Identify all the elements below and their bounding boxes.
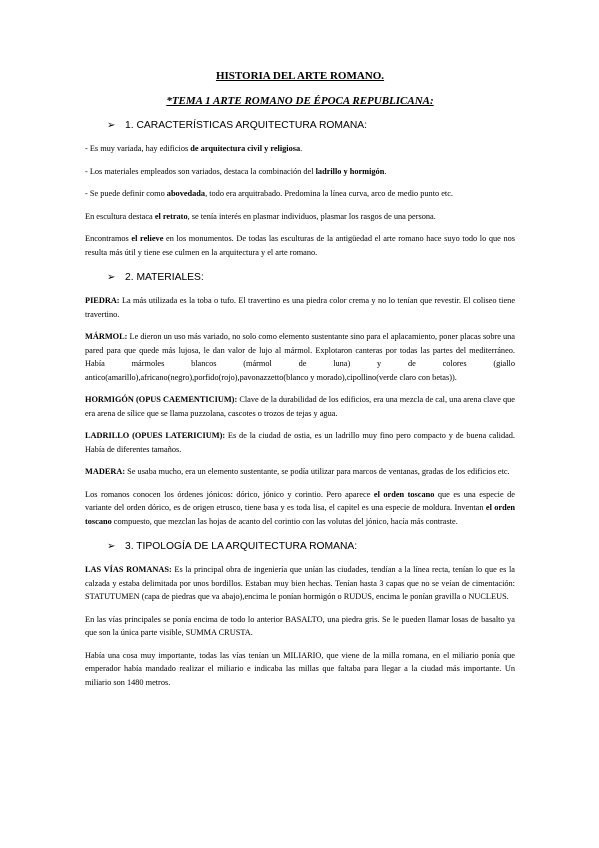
text-run: en los monumentos. De todas las esculturas de la antigüedad el arte romano hace suyo todo lo que nos resulta más útil y tiene ese culmen en la arquitectura y el arte romano. [85,234,516,257]
text-run: . [384,166,387,176]
bold-term: LADRILLO (OPUES LATERICIUM): [85,431,226,440]
section-heading-text: 1. CARACTERÍSTICAS ARQUITECTURA ROMANA: [125,120,368,131]
text-run: que es una especie de variante del orden dórico, es de origen etrusco, tiene basa y es toda lisa, el capitel es una especie de moldura. Inventan [85,489,515,512]
section-heading [85,541,515,552]
arrow-bullet-icon: ➢ [107,272,116,283]
body-paragraph [85,210,515,224]
body-paragraph [85,294,515,321]
body-paragraph [85,330,515,384]
bold-term: PIEDRA: [85,296,120,305]
text-run: , se tenía interés en plasmar individuos, plasmar los rasgos de una persona. [187,211,436,221]
body-paragraph [85,393,515,420]
text-run: En las vías principales se ponía encima de todo lo anterior BASALTO, una piedra gris. Se le pueden llamar losas de basalto ya que son la única parte visible, SUMMA CRUSTA. [85,614,515,637]
text-run: compuesto, que mezclan las hojas de acanto del corintio con las volutas del jónico, hacía más contraste. [111,516,458,526]
document-body [85,120,515,689]
text-run: - Los materiales empleados son variados, destaca la combinación del [85,166,316,176]
section-heading-text: 3. TIPOLOGÍA DE LA ARQUITECTURA ROMANA: [125,541,358,552]
bold-term: MÁRMOL: [85,332,128,341]
text-run: Clave de la durabilidad de los edificios, era una mezcla de cal, una arena clave que era arena de sílice que se llama puzzolana, cascotes o trozos de tejas y agua. [85,395,515,418]
bold-term: de arquitectura civil y religiosa [190,144,301,153]
document-title: HISTORIA DEL ARTE ROMANO. [215,70,385,82]
text-run: . [300,144,303,153]
bold-term: el relieve [131,234,164,243]
arrow-bullet-icon: ➢ [107,120,116,131]
text-run: Había una cosa muy importante, todas las vías tenían un MILIARIO, que viene de la milla romana, en el miliario ponía que emperador había mandado realizar el miliario e indicaba las millas que faltaba para llegar a la ciudad más importante. Un miliario son 1480 metros. [85,650,515,687]
body-paragraph [85,142,515,156]
bold-term: ladrillo y hormigón [315,166,385,176]
body-paragraph [85,488,515,529]
bold-term: el orden toscano [373,489,435,499]
body-paragraph [85,187,515,201]
text-run: Los romanos conocen los órdenes jónicos: dórico, jónico y corintio. Pero aparece [85,489,374,499]
document-subtitle: *TEMA 1 ARTE ROMANO DE ÉPOCA REPUBLICANA: [166,95,434,107]
body-paragraph [85,232,515,259]
section-heading [85,272,515,283]
body-paragraph [85,465,515,479]
body-paragraph [85,563,515,604]
bold-term: el orden toscano [85,503,515,526]
text-run: La más utilizada es la toba o tufo. El travertino es una piedra color crema y no lo tenían que revestir. El coliseo tiene travertino. [85,296,515,319]
text-run: En escultura destaca [85,211,155,221]
body-paragraph [85,649,515,690]
text-run: - Se puede definir como [85,189,167,198]
text-run: - Es muy variada, hay edificios [85,144,191,153]
document-page [85,70,515,689]
text-run: Le dieron un uso más variado, no solo como elemento sustentante sino para el aplacamiento, poner placas sobre una pared para que quede más lujosa, le dan valor de lujo al mármol. Explotaron canteras por todas las partes del mediterráneo. Había mármoles blancos (mármol de luna) y de colores (giallo antico(amarillo),africano(negro),porfido(rojo),pavonazzetto(blanco y morado),cipollino(verde claro con betas)). [85,332,515,382]
body-paragraph [85,613,515,640]
section-heading [85,120,515,131]
bold-term: LAS VÍAS ROMANAS: [85,565,172,574]
bold-term: abovedada [166,189,206,198]
bold-term: MADERA: [85,467,126,476]
body-paragraph [85,429,515,456]
arrow-bullet-icon: ➢ [107,541,116,552]
text-run: , todo era arquitrabado. Predomina la línea curva, arco de medio punto etc. [205,189,453,198]
bold-term: el retrato [154,211,188,221]
text-run: Es de la ciudad de ostia, es un ladrillo muy fino pero compacto y de buena calidad. Había de diferentes tamaños. [85,431,515,454]
text-run: Encontramos [85,234,132,243]
bold-term: HORMIGÓN (OPUS CAEMENTICIUM): [85,395,238,404]
section-heading-text: 2. MATERIALES: [125,272,204,283]
text-run: Se usaba mucho, era un elemento sustentante, se podía utilizar para marcos de ventanas, gradas de los edificios etc. [125,467,510,476]
body-paragraph [85,165,515,179]
text-run: Es la principal obra de ingeniería que unían las ciudades, tendían a la línea recta, tenían lo que es la calzada y estaba delimitada por unos bordillos. Estaban muy bien hechas. Tenían hasta 3 capas que no se veían de cimentación: STATUTUMEN (capa de piedras que va abajo),encima le ponían hormigón o RUDUS, encima le ponían gravilla o NUCLEUS. [85,565,515,601]
